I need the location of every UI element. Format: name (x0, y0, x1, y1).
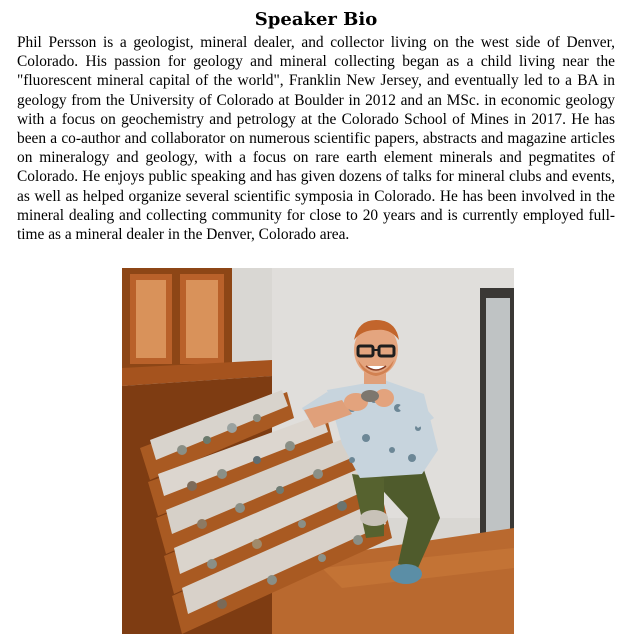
speaker-photo (122, 268, 514, 634)
photo-cabinet-glass-right (186, 280, 218, 358)
speaker-bio-text: Phil Persson is a geologist, mineral dealer, and collector living on the west side of Denver, Colorado. His passion for geology and mineral collecting began as a child living near the "fluorescent mineral capital of the world", Franklin New Jersey, and eventually led to a BA in geology from the University of Colorado at Boulder in 2012 and an MSc. in economic geology with a focus on geochemistry and petrology at the Colorado School of Mines in 2017. He has been a co-author and collaborator on numerous scientific papers, abstracts and magazine articles on mineralogy and geology, with a focus on rare earth element minerals and pegmatites of Colorado. He enjoys public speaking and has given dozens of talks for mineral clubs and events, as well as helped organize several scientific symposia in Colorado. He has been involved in the mineral dealing and collecting community for close to 20 years and is currently employed full-time as a mineral dealer in the Denver, Colorado area. (17, 34, 615, 244)
page-title: Speaker Bio (254, 9, 378, 30)
photo-cabinet-glass-left (136, 280, 166, 358)
speaker-photo-illustration (122, 268, 514, 634)
photo-display-case-glass (486, 298, 510, 538)
